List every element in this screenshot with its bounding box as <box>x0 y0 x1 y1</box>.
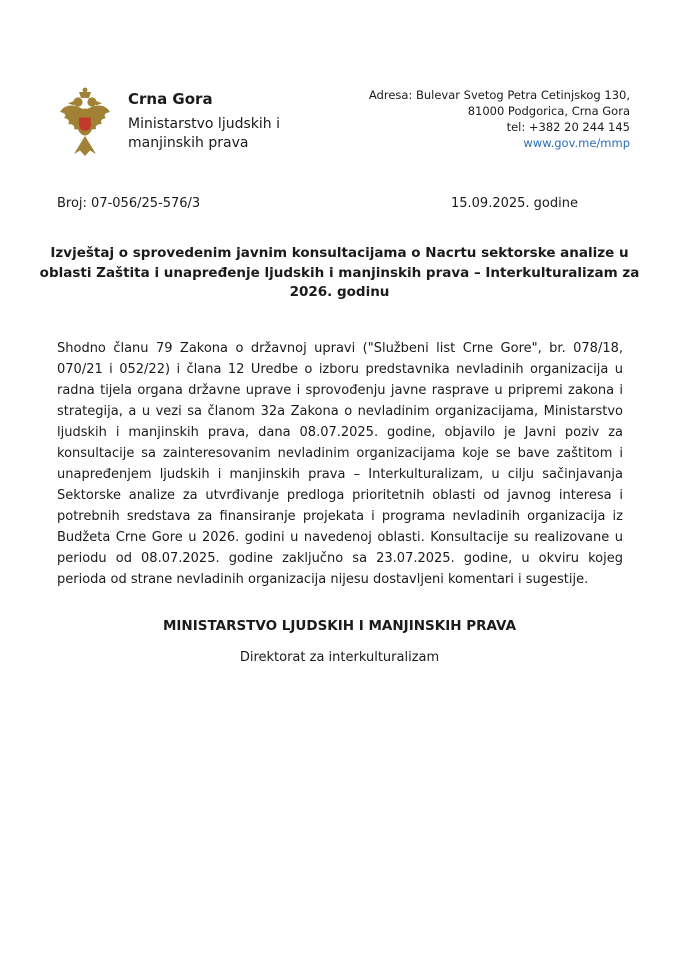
document-meta-row <box>57 196 622 211</box>
document-title: Izvještaj o sprovedenim javnim konsultacijama o Nacrtu sektorske analize u oblasti Zaštita i unapređenje ljudskih i manjinskih prava – Interkulturalizam za 2026. godinu <box>39 245 640 301</box>
document-date: 15.09.2025. godine <box>450 196 578 211</box>
footer-directorate-name: Direktorat za interkulturalizam <box>239 650 440 665</box>
website-link[interactable]: www.gov.me/mmp <box>523 135 630 150</box>
address-block <box>369 86 630 151</box>
document-body: Shodno članu 79 Zakona o državnoj upravi ("Službeni list Crne Gore", br. 078/18, 070/21 i 052/22) i člana 12 Uredbe o izboru predstavnika nevladinih organizacija u radna tijela organa državne uprave i sprovođenju javne rasprave u pripremi zakona i strategija, a u vezi sa članom 32a Zakona o nevladinim organizacijama, Ministarstvo ljudskih i manjinskih prava, dana 08.07.2025. godine, objavilo je Javni poziv za konsultacije sa zainteresovanim nevladinim organizacijama koje se bave zaštitom i unapređenjem ljudskih i manjinskih prava – Interkulturalizam, u cilju sačinjavanja Sektorske analize za utvrđivanje predloga prioritetnih oblasti od javnog interesa i potrebnih sredstava za finansiranje projekata i programa nevladinih organizacija iz Budžeta Crne Gore u 2026. godini u navedenoj oblasti. Konsultacije su realizovane u periodu od 08.07.2025. godine zaključno sa 23.07.2025. godine, u okviru kojeg perioda od strane nevladinih organizacija nijesu dostavljeni komentari i sugestije. <box>57 341 623 587</box>
footer-ministry-name: MINISTARSTVO LJUDSKIH I MANJINSKIH PRAVA <box>162 618 517 634</box>
reference-number: Broj: 07-056/25-576/3 <box>57 196 201 211</box>
org-identity-block <box>128 86 280 153</box>
address-line3: tel: +382 20 244 145 <box>506 119 630 134</box>
org-name: Crna Gora <box>128 90 213 108</box>
org-department-line1: Ministarstvo ljudskih i <box>128 116 280 132</box>
org-department-line2: manjinskih prava <box>128 134 249 151</box>
address-line1: Adresa: Bulevar Svetog Petra Cetinjskog 130, <box>368 88 630 102</box>
montenegro-coat-of-arms-icon <box>58 86 112 160</box>
document-header <box>58 86 630 160</box>
address-line2: 81000 Podgorica, Crna Gora <box>467 103 630 118</box>
